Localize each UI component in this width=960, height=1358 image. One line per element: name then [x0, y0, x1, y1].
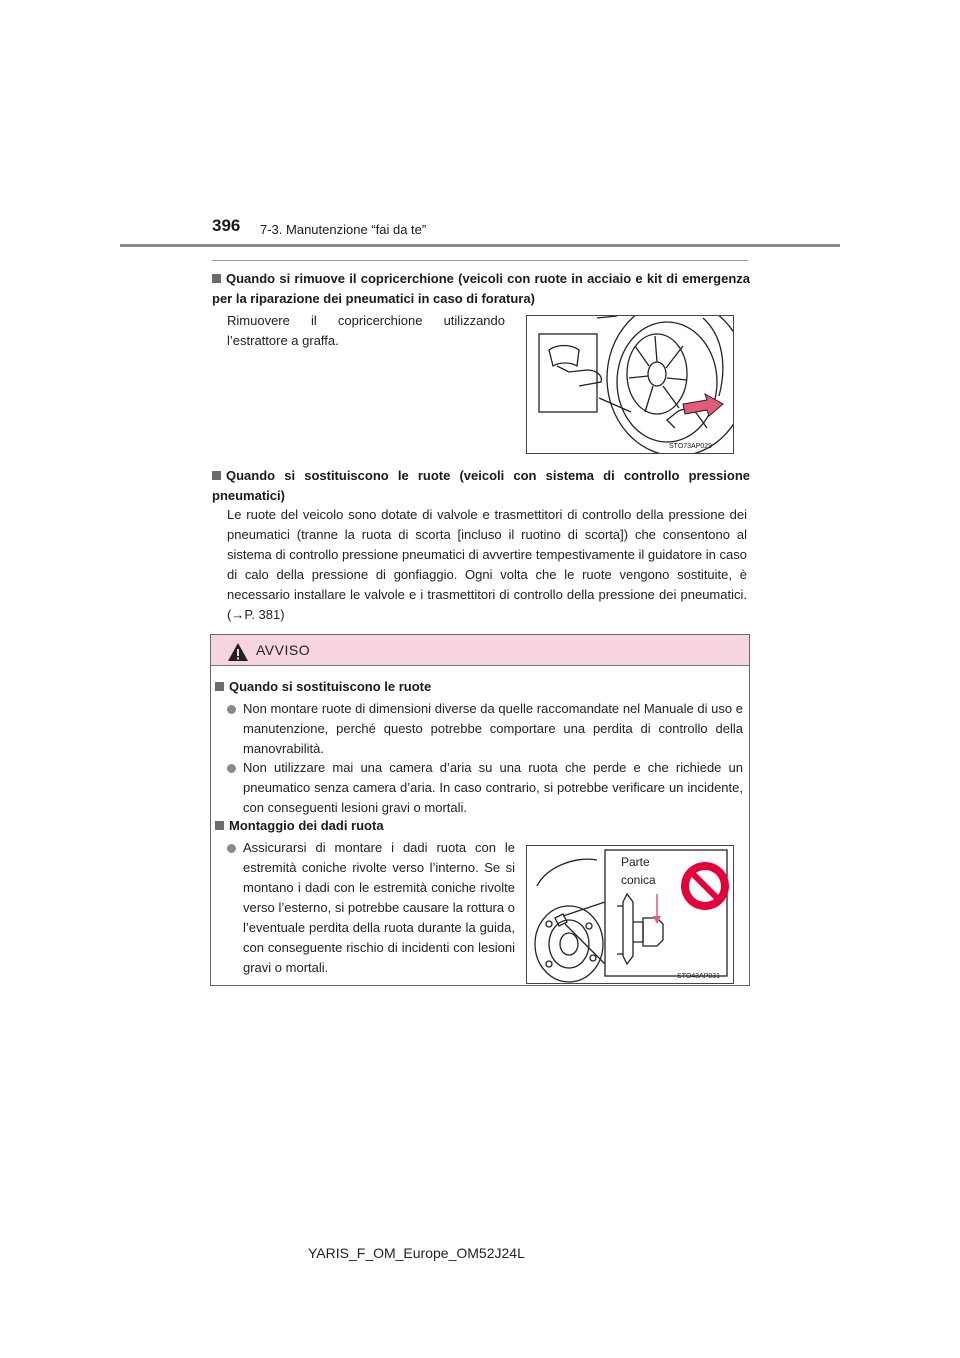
bullet-text: Non montare ruote di dimensioni diverse da quelle raccomandate nel Manuale di uso e manutenzione, perché questo potrebbe comportare una perdita di controllo della manovrabilità.: [243, 701, 743, 756]
warning-bullet: [227, 699, 743, 759]
section-title: 7-3. Manutenzione “fai da te”: [260, 222, 427, 237]
bullet-text: Non utilizzare mai una camera d’aria su una ruota che perde e che richiede un pneumatico senza camera d’aria. In caso contrario, si potrebbe verificare un incidente, con conseguenti lesioni gravi o mortali.: [243, 760, 743, 815]
heading-text: Montaggio dei dadi ruota: [229, 818, 384, 833]
bullet-text: Assicurarsi di montare i dadi ruota con le estremità coniche rivolte verso l’interno. Se si montano i dadi con le estremità coniche rivolte verso l’esterno, si potrebbe causare la rottura o l’eventuale perdita della ruota durante la guida, con conseguente rischio di incidenti con lesioni gravi o mortali.: [243, 840, 515, 975]
circle-bullet-icon: [227, 705, 236, 714]
document-footer: YARIS_F_OM_Europe_OM52J24L: [308, 1245, 525, 1261]
square-bullet-icon: [215, 682, 224, 691]
square-bullet-icon: [212, 471, 221, 480]
header-divider: [120, 244, 840, 247]
page-number: 396: [212, 216, 241, 235]
warning-triangle-icon: [227, 642, 249, 662]
figure-code: STO43AP031: [677, 973, 721, 980]
warning-bullet: [227, 758, 743, 818]
figure-label: Parte: [621, 855, 650, 869]
section-text-wheel-replacement: Le ruote del veicolo sono dotate di valvole e trasmettitori di controllo della pressione dei pneumatici (tranne la ruota di scorta [incluso il ruotino di scorta]) che consentono al sistema di controllo pressione pneumatici di avvertire tempestivamente il guidatore in caso di calo della pressione di gonfiaggio. Ogni volta che le ruote vengono sostituite, è necessario installare le valvole e i trasmettitori di controllo della pressione dei pneumatici. (→P. 381): [227, 507, 747, 622]
figure-label: conica: [621, 873, 656, 887]
heading-text: Quando si sostituiscono le ruote (veicoli con sistema di controllo pressione pneumatici): [212, 468, 750, 503]
wheel-nut-illustration: [526, 845, 734, 984]
circle-bullet-icon: [227, 844, 236, 853]
figure-code: STO73AP029: [669, 443, 713, 450]
warning-heading-nuts: [215, 816, 745, 836]
warning-label: AVVISO: [256, 642, 311, 658]
heading-text: Quando si sostituiscono le ruote: [229, 679, 432, 694]
section-heading-wheel-replacement: [212, 466, 750, 506]
prohibition-icon: [681, 862, 729, 910]
square-bullet-icon: [215, 821, 224, 830]
section-text-hubcap: Rimuovere il copricerchione utilizzando l’estrattore a graffa.: [227, 313, 505, 348]
square-bullet-icon: [212, 274, 221, 283]
heading-text: Quando si rimuove il copricerchione (veicoli con ruote in acciaio e kit di emergenza per la riparazione dei pneumatici in caso di foratura): [212, 271, 750, 306]
content-divider: [212, 260, 748, 261]
circle-bullet-icon: [227, 764, 236, 773]
section-heading-hubcap: [212, 269, 750, 309]
hubcap-removal-illustration: [526, 315, 734, 454]
warning-bullet: [227, 838, 517, 975]
warning-heading-wheels: [215, 677, 745, 697]
